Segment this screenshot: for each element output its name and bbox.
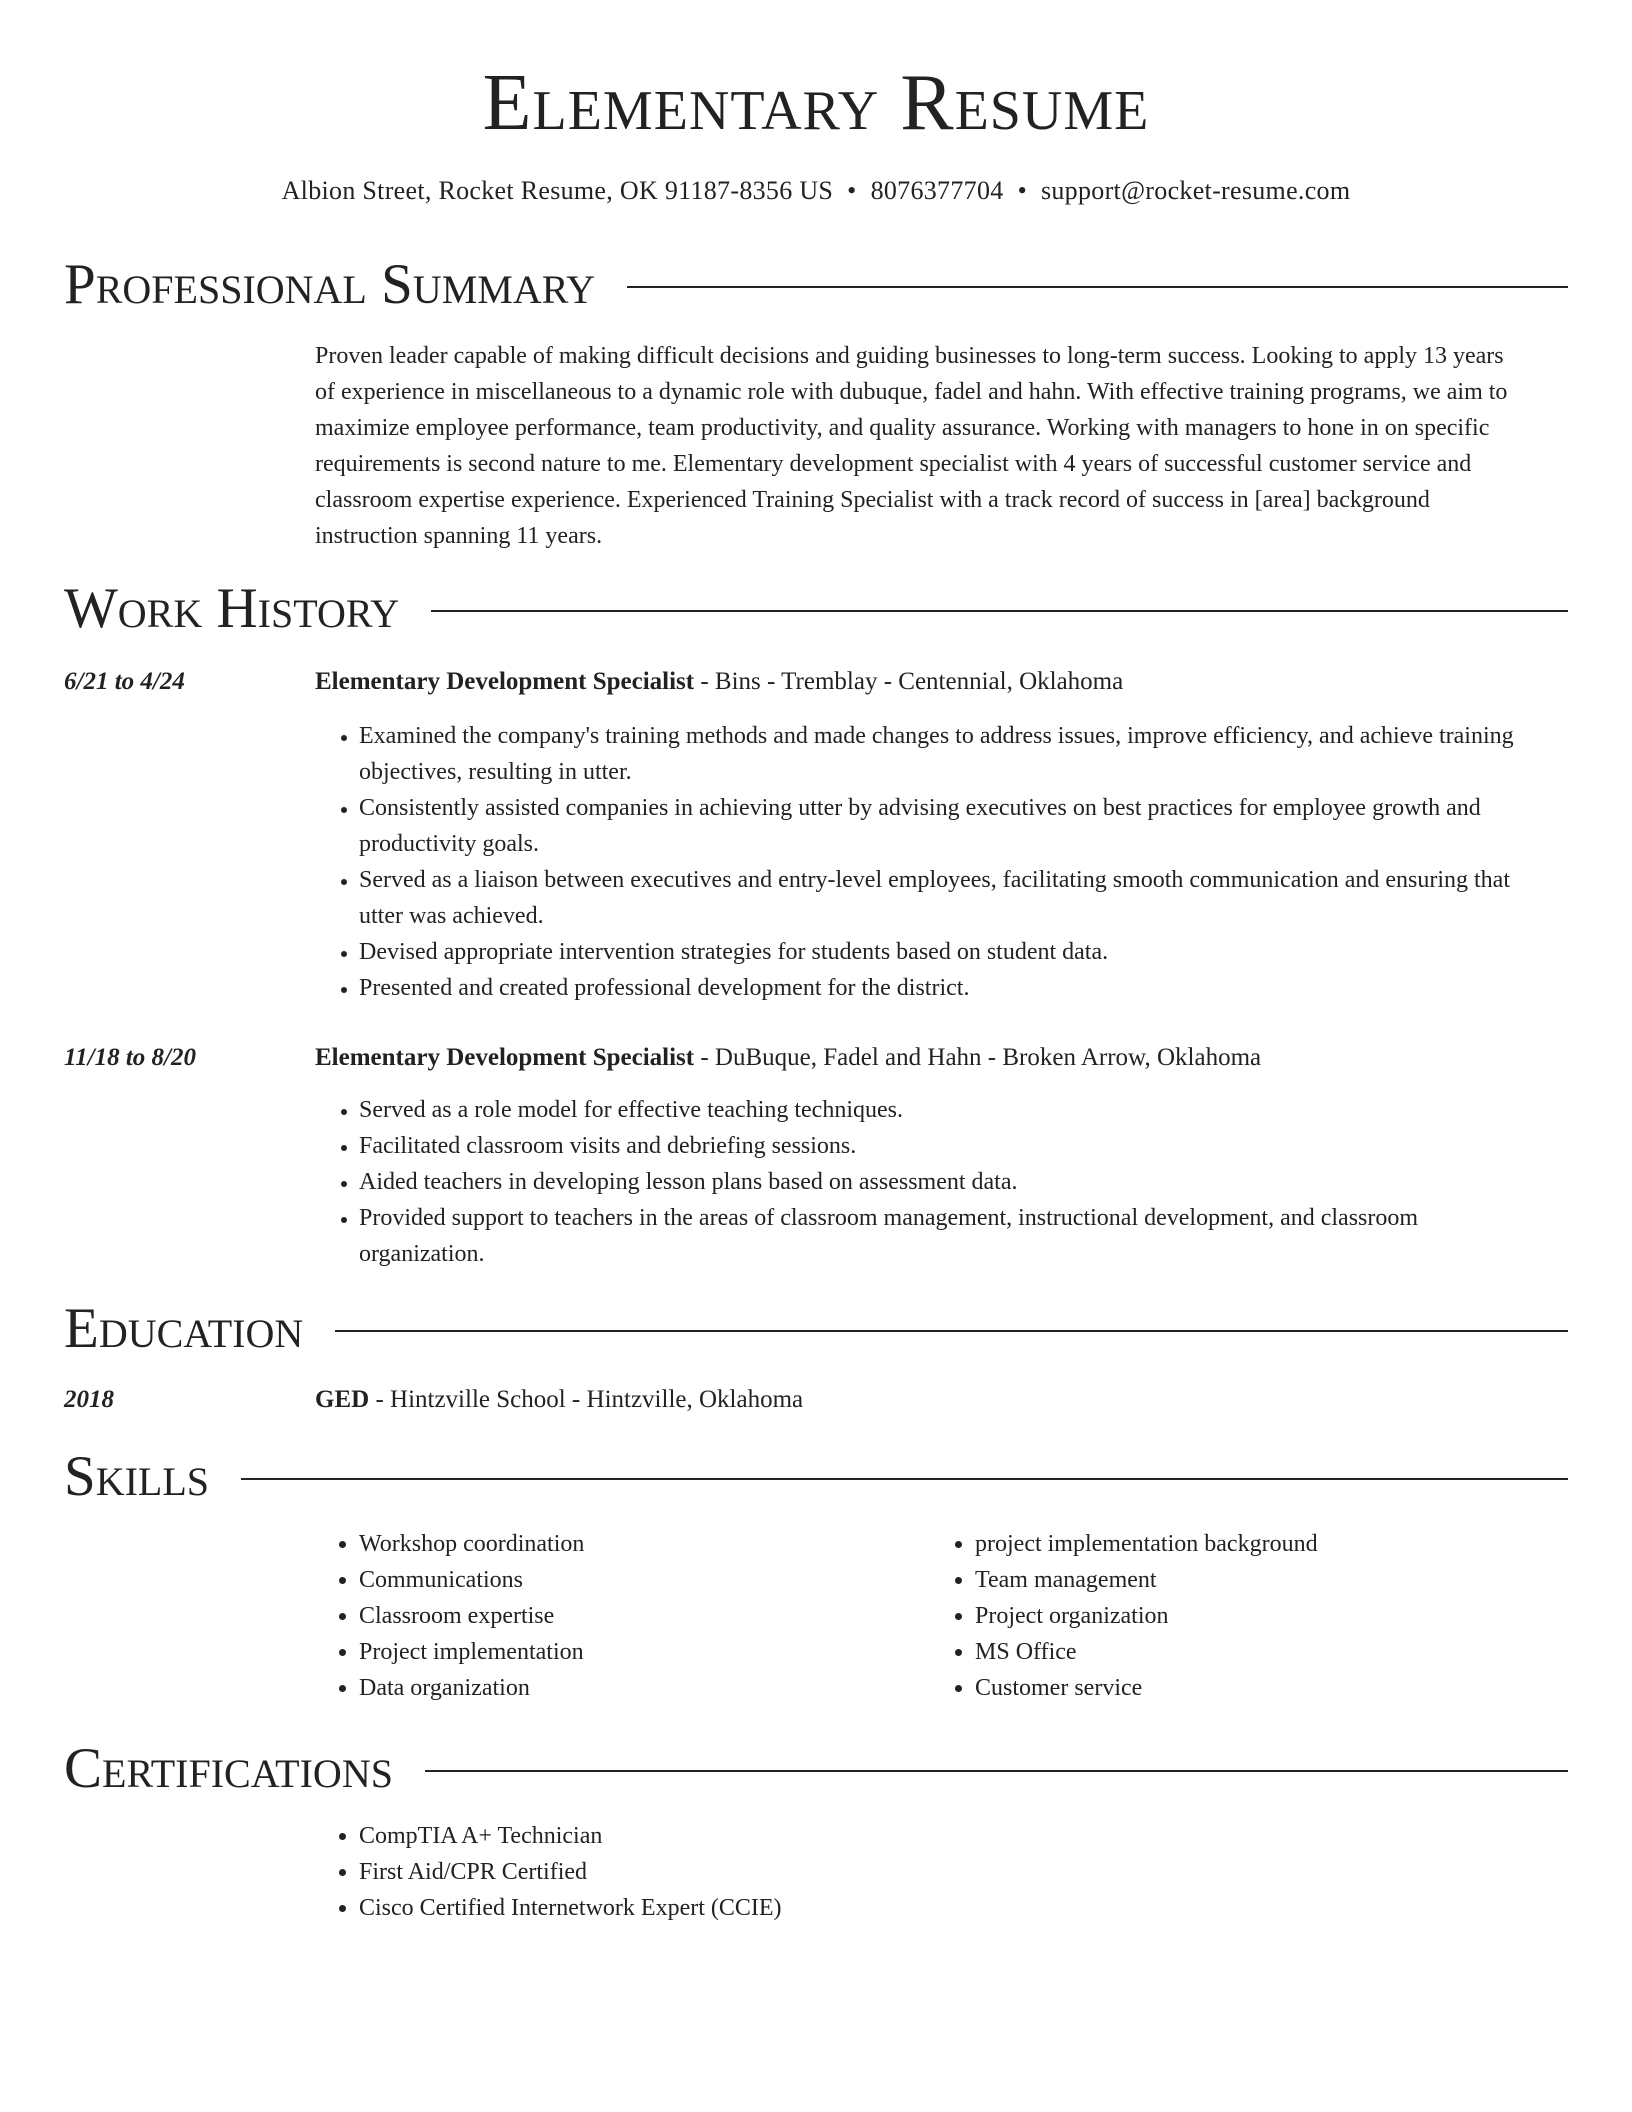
section-divider: [335, 1330, 1568, 1332]
list-item: • Provided support to teachers in the areas of classroom management, instructional development, and classroom organization.: [359, 1200, 1568, 1272]
section-header-certifications: [64, 1736, 1568, 1802]
list-item: • Consistently assisted companies in achieving utter by advising executives on best practices for employee growth and productivity goals.: [359, 790, 1568, 862]
job-bullets: [315, 1092, 1568, 1272]
education-degree: GED: [315, 1386, 370, 1413]
certification-item: • CompTIA A+ Technician: [359, 1818, 1568, 1854]
skill-item: • Team management: [975, 1562, 1568, 1598]
contact-phone: 8076377704: [870, 176, 1004, 205]
job-title: Elementary Development Specialist: [315, 1044, 695, 1071]
skill-item: • Customer service: [975, 1670, 1568, 1706]
education-heading: [315, 1382, 1568, 1418]
skill-item: • Project organization: [975, 1598, 1568, 1634]
skills-list-left: [315, 1526, 915, 1706]
section-title-education: Education: [64, 1297, 304, 1360]
summary-line: instruction spanning 11 years.: [315, 523, 603, 549]
job-bullets: [315, 718, 1568, 1006]
skill-item: • project implementation background: [975, 1526, 1568, 1562]
summary-line: maximize employee performance, team productivity, and quality assurance. Working with managers to hone in on specific: [315, 415, 1490, 441]
education-details: - Hintzville School - Hintzville, Oklahoma: [369, 1386, 804, 1413]
job-details: - Bins - Tremblay - Centennial, Oklahoma: [694, 668, 1124, 695]
section-title-summary: Professional Summary: [64, 253, 596, 316]
section-divider: [627, 286, 1568, 288]
job-dates: 6/21 to 4/24: [64, 668, 185, 695]
certification-item: • First Aid/CPR Certified: [359, 1854, 1568, 1890]
section-title-skills: Skills: [64, 1445, 210, 1508]
section-divider: [425, 1770, 1568, 1772]
job-heading: [315, 1040, 1568, 1076]
list-item: • Presented and created professional development for the district.: [359, 970, 1568, 1006]
job-heading: [315, 664, 1568, 700]
section-header-summary: [64, 252, 1568, 318]
skill-item: • Project implementation: [359, 1634, 915, 1670]
skill-item: • Communications: [359, 1562, 915, 1598]
skill-item: • Data organization: [359, 1670, 915, 1706]
resume-page: [64, 0, 1568, 2112]
contact-separator: •: [1017, 176, 1027, 205]
resume-name: Elementary Resume: [482, 59, 1150, 147]
skill-item: • Classroom expertise: [359, 1598, 915, 1634]
summary-line: of experience in miscellaneous to a dynamic role with dubuque, fadel and hahn. With effective training programs, we aim to: [315, 379, 1508, 405]
contact-separator: •: [847, 176, 857, 205]
summary-text: [315, 338, 1568, 554]
list-item: • Devised appropriate intervention strategies for students based on student data.: [359, 934, 1568, 970]
list-item: • Examined the company's training methods and made changes to address issues, improve efficiency, and achieve training objectives, resulting in utter.: [359, 718, 1568, 790]
section-title-certifications: Certifications: [64, 1737, 393, 1800]
education-year: 2018: [64, 1386, 114, 1413]
job-title: Elementary Development Specialist: [315, 668, 695, 695]
contact-email: support@rocket-resume.com: [1040, 176, 1351, 205]
section-header-education: [64, 1296, 1568, 1362]
summary-line: classroom expertise experience. Experienced Training Specialist with a track record of success in [area] background: [315, 487, 1430, 513]
list-item: • Served as a liaison between executives and entry-level employees, facilitating smooth communication and ensuring that utter was achieved.: [359, 862, 1568, 934]
list-item: • Served as a role model for effective teaching techniques.: [359, 1092, 1568, 1128]
job-details: - DuBuque, Fadel and Hahn - Broken Arrow, Oklahoma: [694, 1044, 1262, 1071]
list-item: • Aided teachers in developing lesson plans based on assessment data.: [359, 1164, 1568, 1200]
section-header-skills: [64, 1444, 1568, 1510]
summary-line: requirements is second nature to me. Elementary development specialist with 4 years of successful customer service and: [315, 451, 1472, 477]
job-dates: 11/18 to 8/20: [64, 1044, 196, 1071]
certification-item: • Cisco Certified Internetwork Expert (CCIE): [359, 1890, 1568, 1926]
contact-address: Albion Street, Rocket Resume, OK 91187-8356 US: [281, 176, 834, 205]
summary-line: Proven leader capable of making difficult decisions and guiding businesses to long-term success. Looking to apply 13 years: [315, 343, 1504, 369]
list-item: • Facilitated classroom visits and debriefing sessions.: [359, 1128, 1568, 1164]
skill-item: • MS Office: [975, 1634, 1568, 1670]
skills-list-right: [931, 1526, 1568, 1706]
skill-item: • Workshop coordination: [359, 1526, 915, 1562]
certifications-list: [315, 1818, 1568, 1926]
contact-line: [64, 174, 1568, 208]
section-title-work: Work History: [64, 577, 400, 640]
section-divider: [241, 1478, 1568, 1480]
section-divider: [431, 610, 1568, 612]
section-header-work: [64, 576, 1568, 642]
